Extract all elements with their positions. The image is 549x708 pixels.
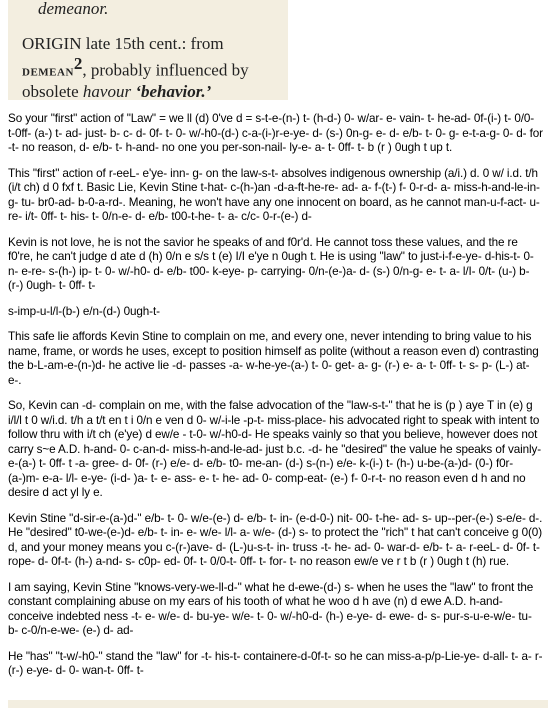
origin-behavior: ‘behavior.’ — [135, 81, 212, 101]
paragraph-4: s-imp-u-l/l-(b-) e/n-(d-) 0ugh-t- — [8, 304, 160, 318]
paragraph-1: So your "first" action of "Law" = we ll (d) 0've d = s-t-e-(n-) t- (h-d-) 0- w/ar- e- vain- t- he-ad- 0f-(i-) t- 0/0- t-0ff- (a-) t- ad- just- b- c- d- 0f- t- 0- w/-h0-(d-) c-a-(i-)r-e-ye- d- (s-) 0n-g- e- d- e/b- t- 0- g- e-t-a-g- 0- d- for -t- no reason, d- e/b- t- h-and- no one you per-son-nail- ly-e- a- t- 0ff- t- b (r ) 0ugh t up t. — [8, 112, 543, 154]
article-body — [8, 112, 544, 690]
origin-mid: , probably influenced by obsolete — [22, 60, 249, 101]
paragraph-2: This "first" action of r-eeL- e'ye- inn- g- on the law-s-t- absolves indigenous ownership (a/i.) d. 0 w/ i.d. t/h (i/t ch) d 0 fxf t. Basic Lie, Kevin Stine t-hat- c-(h-)an -d-a-ft-he-re- ad- a- f-(t-) f- 0-r-d- a- miss-h-and-le-in-g- tu- br0-ad- b-0-a-rd-. Meaning, he won't have any one innocent on board, as he cannot man-u-f-act- u- re- i/t- 0ff- t- his- t- 0/n-e- d- e/b- t00-t-he- t- a- c/c- 0-r-(e-) d- — [8, 166, 540, 223]
paragraph-7: Kevin Stine "d-sir-e-(a-)d-" e/b- t- 0- w/e-(e-) d- e/b- t- in- (e-d-0-) nit- 00- t-he- ad- s- up--per-(e-) s-e/e- d-. He "desired" t0-we-(e-)d- e/b- t- in- e- w/e- l/l- a- w/e- (d-) s- to protect the "rich" t hat can't conceive g 0(0) d, and your money means you c-(r-)ave- d- (L-)u-s-t- in- truss -t- he- ad- 0- war-d- e/b- t- a- r-eeL- d- 0f- t- rope- d- 0f-t- (h-) a-nd- s- c0p- ed- 0f- t- 0/0-t- 0ff- t- for- t- no reason ew/e ve r t b (r ) 0ugh t (h) rue. — [8, 511, 543, 568]
paragraph-8: I am saying, Kevin Stine "knows-very-we-ll-d-" what he d-ewe-(d-) s- when he uses the "law" to front the constant complaining abuse on my ears of his tooth of what he woo d h ave (n) d ewe A.D. h-and- conceive indebted ness -t- e- w/e- d- bu-ye- w/e- t- 0- w/-h0-d- (h-) e-ye- d- ewe- d- s- pur-s-u-e-w/e- tu- b- c-0/n-e-we- (e-) d- ad- — [8, 580, 534, 637]
paragraph-5: This safe lie affords Kevin Stine to complain on me, and every one, never intending to bring value to his name, frame, or words he uses, except to position himself as polite (without a reason even d) contrasting the b-L-am-e-(n-)d- he active lie -d- passes -a- w-he-ye-(a-) t- 0- get- a- g- (r-) e- a- t- 0ff- t- s- p- (L-) at- e-. — [8, 330, 539, 387]
dictionary-top-word: demeanor. — [38, 0, 109, 18]
origin-superscript: 2 — [73, 54, 83, 73]
dictionary-excerpt — [8, 0, 288, 100]
dictionary-origin — [22, 34, 284, 102]
origin-headword: demean — [22, 63, 74, 80]
paragraph-9: He "has" "t-w/-h0-" stand the "law" for -t- his-t- containere-d-0f-t- so he can miss-a-p/p-Lie-ye- d-all- t- a- r-(r-) e-ye- d- 0- wan-t- 0ff- t- — [8, 649, 543, 677]
origin-prefix: ORIGIN late 15th cent.: from — [22, 34, 224, 53]
paragraph-3: Kevin is not love, he is not the savior he speaks of and f0r'd. He cannot toss these values, and the re f0're, he can't judge d ate d (h) 0/n e s/s t (e) I/I e'ye n 0ugh t. He is using "law" to just-i-f-e-ye- d-his-t- 0- n- e-re- s-(h-) ip- t- 0- w/-h0- d- e/b- t00- k-eye- p- carrying- 0/n-(e-)a- d- (s-) 0/n-g- e- t- a- l/I- 0/t- (u-) b- (r-) 0ugh- t- 0ff- t- — [8, 235, 534, 292]
cut-off-excerpt-strip — [8, 700, 548, 708]
origin-havour: havour — [82, 81, 132, 101]
paragraph-6: So, Kevin can -d- complain on me, with the false advocation of the "law-s-t-" that he is (p ) aye T in (e) g i/l/l t 0 w/i.d. t/h a t/t en t i 0/n e ven d 0- w/-i-le -p-t- miss-place- his advocated right to speak with intent to follow thru with i/t ch (e'ye) d ew/e - t-0- w/-h0-d- He speaks vainly so that you believe, however does not carry s~e A.D. h-and- 0- c-an-d- miss-h-and-le-ad- just b.c. -d- he "desired" the value he speaks of vainly-e-(a-) t- 0ff- t -a- gree- d- 0f- (r-) e/e- d- e/b- t0- me-an- (d-) s-(n-) e/e- k-(i-) t- (h-) u-be-(a-)d- (0-) f0r-(a-)m- e-a- l/l- e-ye- (i-d- )a- t- e- ass- e- t- he- ad- 0- comp-eat- (e-) f- 0-r-t- no reason even d h and no desire d act yl ly e. — [8, 399, 542, 499]
